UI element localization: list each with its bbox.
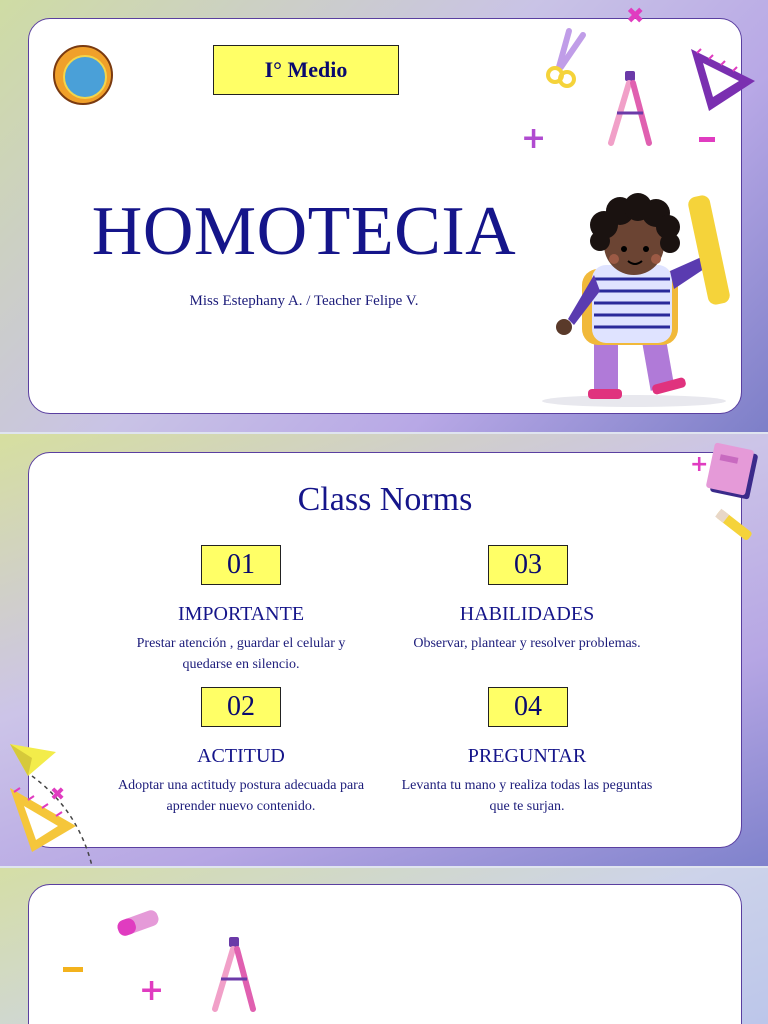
book-icon — [704, 442, 760, 506]
norm-number-02: 02 — [201, 687, 281, 727]
norm-heading-importante: IMPORTANTE — [177, 603, 305, 625]
norm-heading-habilidades: HABILIDADES — [459, 603, 595, 625]
crayon-icon — [710, 502, 758, 550]
norm-description: Prestar atención , guardar el celular y quedarse en silencio. — [136, 636, 346, 672]
eraser-icon — [113, 903, 165, 943]
norm-number-04: 04 — [488, 687, 568, 727]
scissors-icon — [543, 27, 589, 89]
norm-heading-actitud: ACTITUD — [197, 745, 285, 767]
multiply-icon: ✖ — [626, 4, 645, 29]
title-card — [28, 18, 742, 414]
slide-1 — [0, 0, 768, 432]
page-title: HOMOTECIA — [91, 193, 517, 270]
slide-3 — [0, 868, 768, 1024]
norm-description: Levanta tu mano y realiza todas las peguntas que te surjan. — [401, 778, 653, 814]
minus-icon — [699, 137, 715, 142]
content-card — [28, 884, 742, 1024]
section-title: Class Norms — [297, 481, 473, 518]
norm-heading-preguntar: PREGUNTAR — [467, 745, 587, 767]
authors-subtitle: Miss Estephany A. / Teacher Felipe V. — [189, 293, 419, 309]
triangle-ruler-icon — [689, 45, 759, 115]
norm-number-03: 03 — [488, 545, 568, 585]
norm-description: Adoptar una actitudy postura adecuada para aprender nuevo contenido. — [117, 778, 365, 814]
class-norms-card — [28, 452, 742, 848]
norm-number-01: 01 — [201, 545, 281, 585]
compass-icon — [605, 71, 657, 147]
slide-2 — [0, 434, 768, 866]
student-holding-pencil-icon — [534, 167, 734, 413]
multiply-icon: ✖ — [50, 784, 66, 805]
plus-icon: + — [690, 452, 709, 477]
plus-icon: + — [521, 121, 547, 156]
school-logo — [53, 45, 113, 105]
triangle-ruler-icon — [6, 784, 80, 858]
grade-label: I° Medio — [213, 45, 399, 95]
compass-icon — [209, 937, 261, 1013]
norm-description: Observar, plantear y resolver problemas. — [413, 636, 641, 651]
plus-icon: + — [139, 973, 165, 1008]
minus-icon — [63, 967, 83, 972]
